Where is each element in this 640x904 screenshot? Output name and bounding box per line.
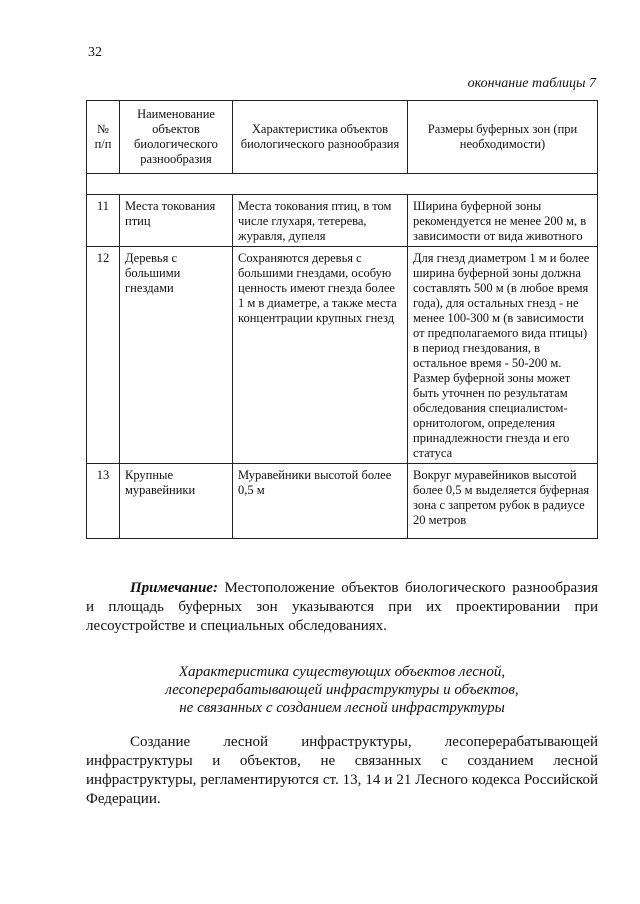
body-paragraph: Создание лесной инфраструктуры, лесоперерабатывающей инфраструктуры и объектов, не связанных с созданием лесной инфраструктуры, регламентируются ст. 13, 14 и 21 Лесного кодекса Российской Федерации. xyxy=(86,734,598,807)
row-buffer-size: Для гнезд диаметром 1 м и более ширина буферной зоны должна составлять 500 м (в любое время года), для остальных гнезд - не менее 100-300 м (в зависимости от предполагаемого вида птицы) в период гнездования, в остальное время - 50-200 м. Размер буферной зоны может быть уточнен по результатам обследования специалистом-орнитологом, определения принадлежности гнезда и его статуса xyxy=(408,247,598,464)
row-number: 11 xyxy=(87,195,120,247)
row-object-name: Места токования птиц xyxy=(120,195,233,247)
row-buffer-size: Вокруг муравейников высотой более 0,5 м выделяется буферная зона с запретом рубок в радиусе 20 метров xyxy=(408,464,598,539)
section-subtitle xyxy=(86,663,598,717)
table-row xyxy=(87,464,598,539)
header-number: № п/п xyxy=(87,101,120,174)
subtitle-line: лесоперерабатывающей инфраструктуры и объектов, xyxy=(165,682,519,698)
row-characteristic: Места токования птиц, в том числе глухаря, тетерева, журавля, дупеля xyxy=(233,195,408,247)
biodiversity-table xyxy=(86,100,598,539)
row-number: 12 xyxy=(87,247,120,464)
header-object-name: Наименование объектов биологического разнообразия xyxy=(120,101,233,174)
table-row xyxy=(87,247,598,464)
header-buffer-size: Размеры буферных зон (при необходимости) xyxy=(408,101,598,174)
table-header-row xyxy=(87,101,598,174)
table-caption: окончание таблицы 7 xyxy=(467,76,596,91)
subtitle-line: не связанных с созданием лесной инфраструктуры xyxy=(179,700,505,716)
row-characteristic: Сохраняются деревья с большими гнездами, особую ценность имеют гнезда более 1 м в диаметре, а также места концентрации крупных гнезд xyxy=(233,247,408,464)
subtitle-line: Характеристика существующих объектов лесной, xyxy=(178,664,506,680)
table-spacer-row xyxy=(87,174,598,195)
header-characteristic: Характеристика объектов биологического разнообразия xyxy=(233,101,408,174)
page-number: 32 xyxy=(88,45,102,60)
note-paragraph xyxy=(86,579,598,636)
note-label: Примечание: xyxy=(130,580,218,596)
row-buffer-size: Ширина буферной зоны рекомендуется не менее 200 м, в зависимости от вида животного xyxy=(408,195,598,247)
note-text: Местоположение объектов биологического разнообразия и площадь буферных зон указываются при их проектировании при лесоустройстве и специальных обследованиях. xyxy=(86,580,598,634)
row-characteristic: Муравейники высотой более 0,5 м xyxy=(233,464,408,539)
table-row xyxy=(87,195,598,247)
row-number: 13 xyxy=(87,464,120,539)
spacer-cell xyxy=(87,174,598,195)
row-object-name: Деревья с большими гнездами xyxy=(120,247,233,464)
row-object-name: Крупные муравейники xyxy=(120,464,233,539)
